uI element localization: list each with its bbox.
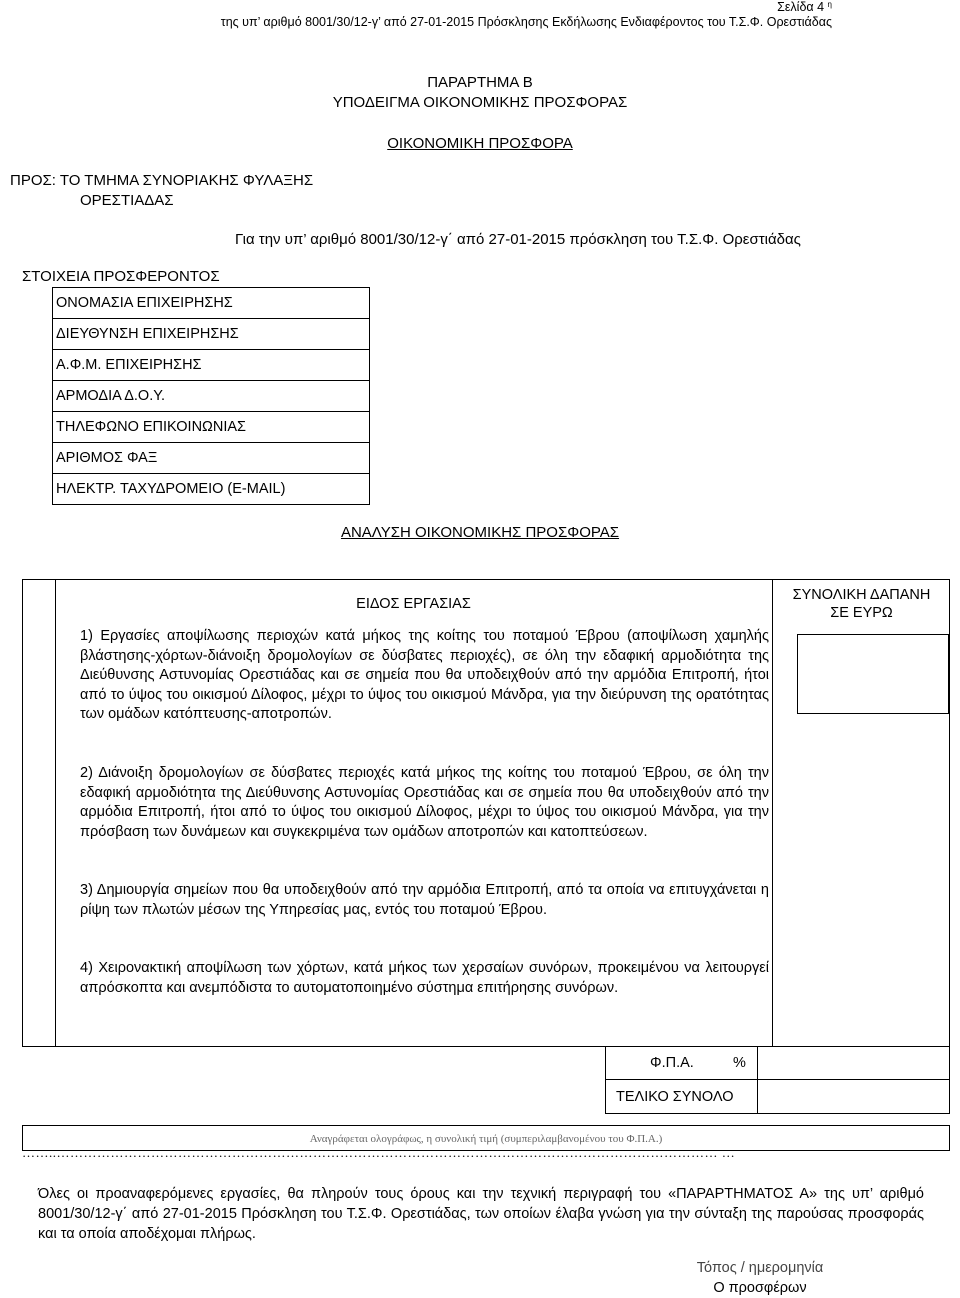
supplier-field-label: ΔΙΕΥΘΥΝΣΗ ΕΠΙΧΕΙΡΗΣΗΣ — [53, 319, 370, 350]
table-row[interactable] — [53, 381, 370, 412]
table-row[interactable] — [53, 350, 370, 381]
place-date-label: Τόπος / ημερομηνία — [696, 1260, 824, 1276]
work-type-header: ΕΙΔΟΣ ΕΡΓΑΣΙΑΣ — [356, 596, 471, 612]
amount-in-words-dots: ……..………………………………………………………………………………………………………………………………… … — [22, 1145, 736, 1160]
vat-percent: % — [733, 1055, 746, 1071]
reference-line: Για την υπ’ αριθμό 8001/30/12-γ΄ από 27-01-2015 πρόσκληση του Τ.Σ.Φ. Ορεστιάδας — [235, 231, 801, 248]
offer-title: ΟΙΚΟΝΟΜΙΚΗ ΠΡΟΣΦΟΡΑ — [387, 135, 573, 152]
page-subtitle: της υπ’ αριθμό 8001/30/12-γ’ από 27-01-2015 Πρόσκλησης Εκδήλωσης Ενδιαφέροντος του Τ.Σ.Φ. Ορεστιάδας — [220, 15, 832, 29]
total-cost-header — [772, 586, 951, 622]
page-number: Σελίδα 4 $^\eta$ — [777, 0, 832, 14]
work-item: 3) Δημιουργία σημείων που θα υποδειχθούν από την αρμόδια Επιτροπή, από τα οποία να επιτυγχάνεται η ρίψη των πλωτών μέσων της Υπηρεσίας μας, εντός του ποταμού Έβρου. — [80, 882, 769, 918]
total-cost-cell[interactable] — [797, 634, 949, 714]
table-row[interactable] — [53, 288, 370, 319]
table-row[interactable] — [53, 412, 370, 443]
work-item: 2) Διάνοιξη δρομολογίων σε δύσβατες περιοχές κατά μήκος της κοίτης του ποταμού Έβρου, σε όλη την εδαφική αρμοδιότητα της Διεύθυνσης Αστυνομίας Ορεστιάδας και σε σημεία που θα υποδειχθούν από την αρμόδια Επιτροπή, ήτοι από το ύψος του οικισμού Δίλοφος, μέχρι το ύψος του οικισμού Μάνδρα, για την πρόσβαση των δυνάμεων και συγκεκριμένα των ομάδων αποτροπών και κατοπτεύσεων. — [80, 765, 769, 840]
analysis-heading: ΑΝΑΛΥΣΗ ΟΙΚΟΝΟΜΙΚΗΣ ΠΡΟΣΦΟΡΑΣ — [340, 524, 620, 541]
supplier-info-table — [52, 287, 370, 505]
annex-title: ΠΑΡΑΡΤΗΜΑ Β — [427, 74, 533, 91]
closing-statement: Όλες οι προαναφερόμενες εργασίες, θα πληρούν τους όρους και την τεχνική περιγραφή του «ΠΑΡΑΡΤΗΜΑΤΟΣ Α» της υπ’ αριθμό 8001/30/12-γ΄ από 27-01-2015 Πρόσκληση του Τ.Σ.Φ. Ορεστιάδας, των οποίων έλαβα γνώση για την σύνταξη της παρούσας προσφοράς και τα οποία αποδέχομαι πλήρως. — [38, 1186, 924, 1242]
supplier-heading: ΣΤΟΙΧΕΙΑ ΠΡΟΣΦΕΡΟΝΤΟΣ — [22, 268, 220, 285]
supplier-field-label: ΗΛΕΚΤΡ. ΤΑΧΥΔΡΟΜΕΙΟ (E-MAIL) — [53, 474, 370, 505]
final-total-cell[interactable] — [758, 1080, 949, 1113]
supplier-field-label: ΟΝΟΜΑΣΙΑ ΕΠΙΧΕΙΡΗΣΗΣ — [53, 288, 370, 319]
final-total-row — [605, 1080, 950, 1114]
vat-amount-cell[interactable] — [758, 1046, 949, 1079]
column-divider — [55, 580, 56, 1046]
template-title: ΥΠΟΔΕΙΓΜΑ ΟΙΚΟΝΟΜΙΚΗΣ ΠΡΟΣΦΟΡΑΣ — [332, 94, 628, 111]
table-row[interactable] — [53, 443, 370, 474]
column-divider — [772, 580, 773, 1046]
total-cost-header-line: ΣΥΝΟΛΙΚΗ ΔΑΠΑΝΗ — [792, 587, 931, 603]
table-row[interactable] — [53, 319, 370, 350]
final-total-label: ΤΕΛΙΚΟ ΣΥΝΟΛΟ — [616, 1089, 734, 1105]
recipient-line: ΠΡΟΣ: ΤΟ ΤΜΗΜΑ ΣΥΝΟΡΙΑΚΗΣ ΦΥΛΑΞΗΣ — [10, 172, 314, 189]
supplier-field-label: ΑΡΜΟΔΙΑ Δ.Ο.Υ. — [53, 381, 370, 412]
bidder-label: Ο προσφέρων — [713, 1280, 807, 1296]
supplier-field-label: Α.Φ.Μ. ΕΠΙΧΕΙΡΗΣΗΣ — [53, 350, 370, 381]
cost-analysis-table — [22, 579, 950, 1047]
work-item: 4) Χειρονακτική αποψίλωση των χόρτων, κατά μήκος των χερσαίων συνόρων, προκειμένου να λειτουργεί απρόσκοπτα και ανεμπόδιστα το αυτοματοποιημένο σύστημα επιτήρησης συνόρων. — [80, 960, 769, 996]
recipient-line: ΟΡΕΣΤΙΑΔΑΣ — [80, 192, 174, 209]
amount-in-words-note: Αναγράφεται ολογράφως, η συνολική τιμή (συμπεριλαμβανομένου του Φ.Π.Α.) — [309, 1133, 663, 1145]
vat-row — [605, 1046, 950, 1080]
work-item: 1) Εργασίες αποψίλωσης περιοχών κατά μήκος της κοίτης του ποταμού Έβρου (αποψίλωση χαμηλής βλάστησης-χόρτων-διάνοιξη δρομολογίων σε δύσβατες περιοχές), σε όλη την εδαφική αρμοδιότητα της Διεύθυνσης Αστυνομίας Ορεστιάδας και σε σημεία που θα υποδειχθούν από την αρμόδια Επιτροπή, ήτοι από το ύψος του οικισμού Δίλοφος, μέχρι το ύψος του οικισμού Μάνδρα, για την διεύρυνση της ορατότητας των ομάδων κατόπτευσης-αποτροπών. — [80, 628, 769, 723]
total-cost-header-line: ΣΕ ΕΥΡΩ — [830, 605, 893, 621]
supplier-field-label: ΤΗΛΕΦΩΝΟ ΕΠΙΚΟΙΝΩΝΙΑΣ — [53, 412, 370, 443]
supplier-field-label: ΑΡΙΘΜΟΣ ΦΑΞ — [53, 443, 370, 474]
vat-label: Φ.Π.Α. — [650, 1055, 694, 1071]
table-row[interactable] — [53, 474, 370, 505]
